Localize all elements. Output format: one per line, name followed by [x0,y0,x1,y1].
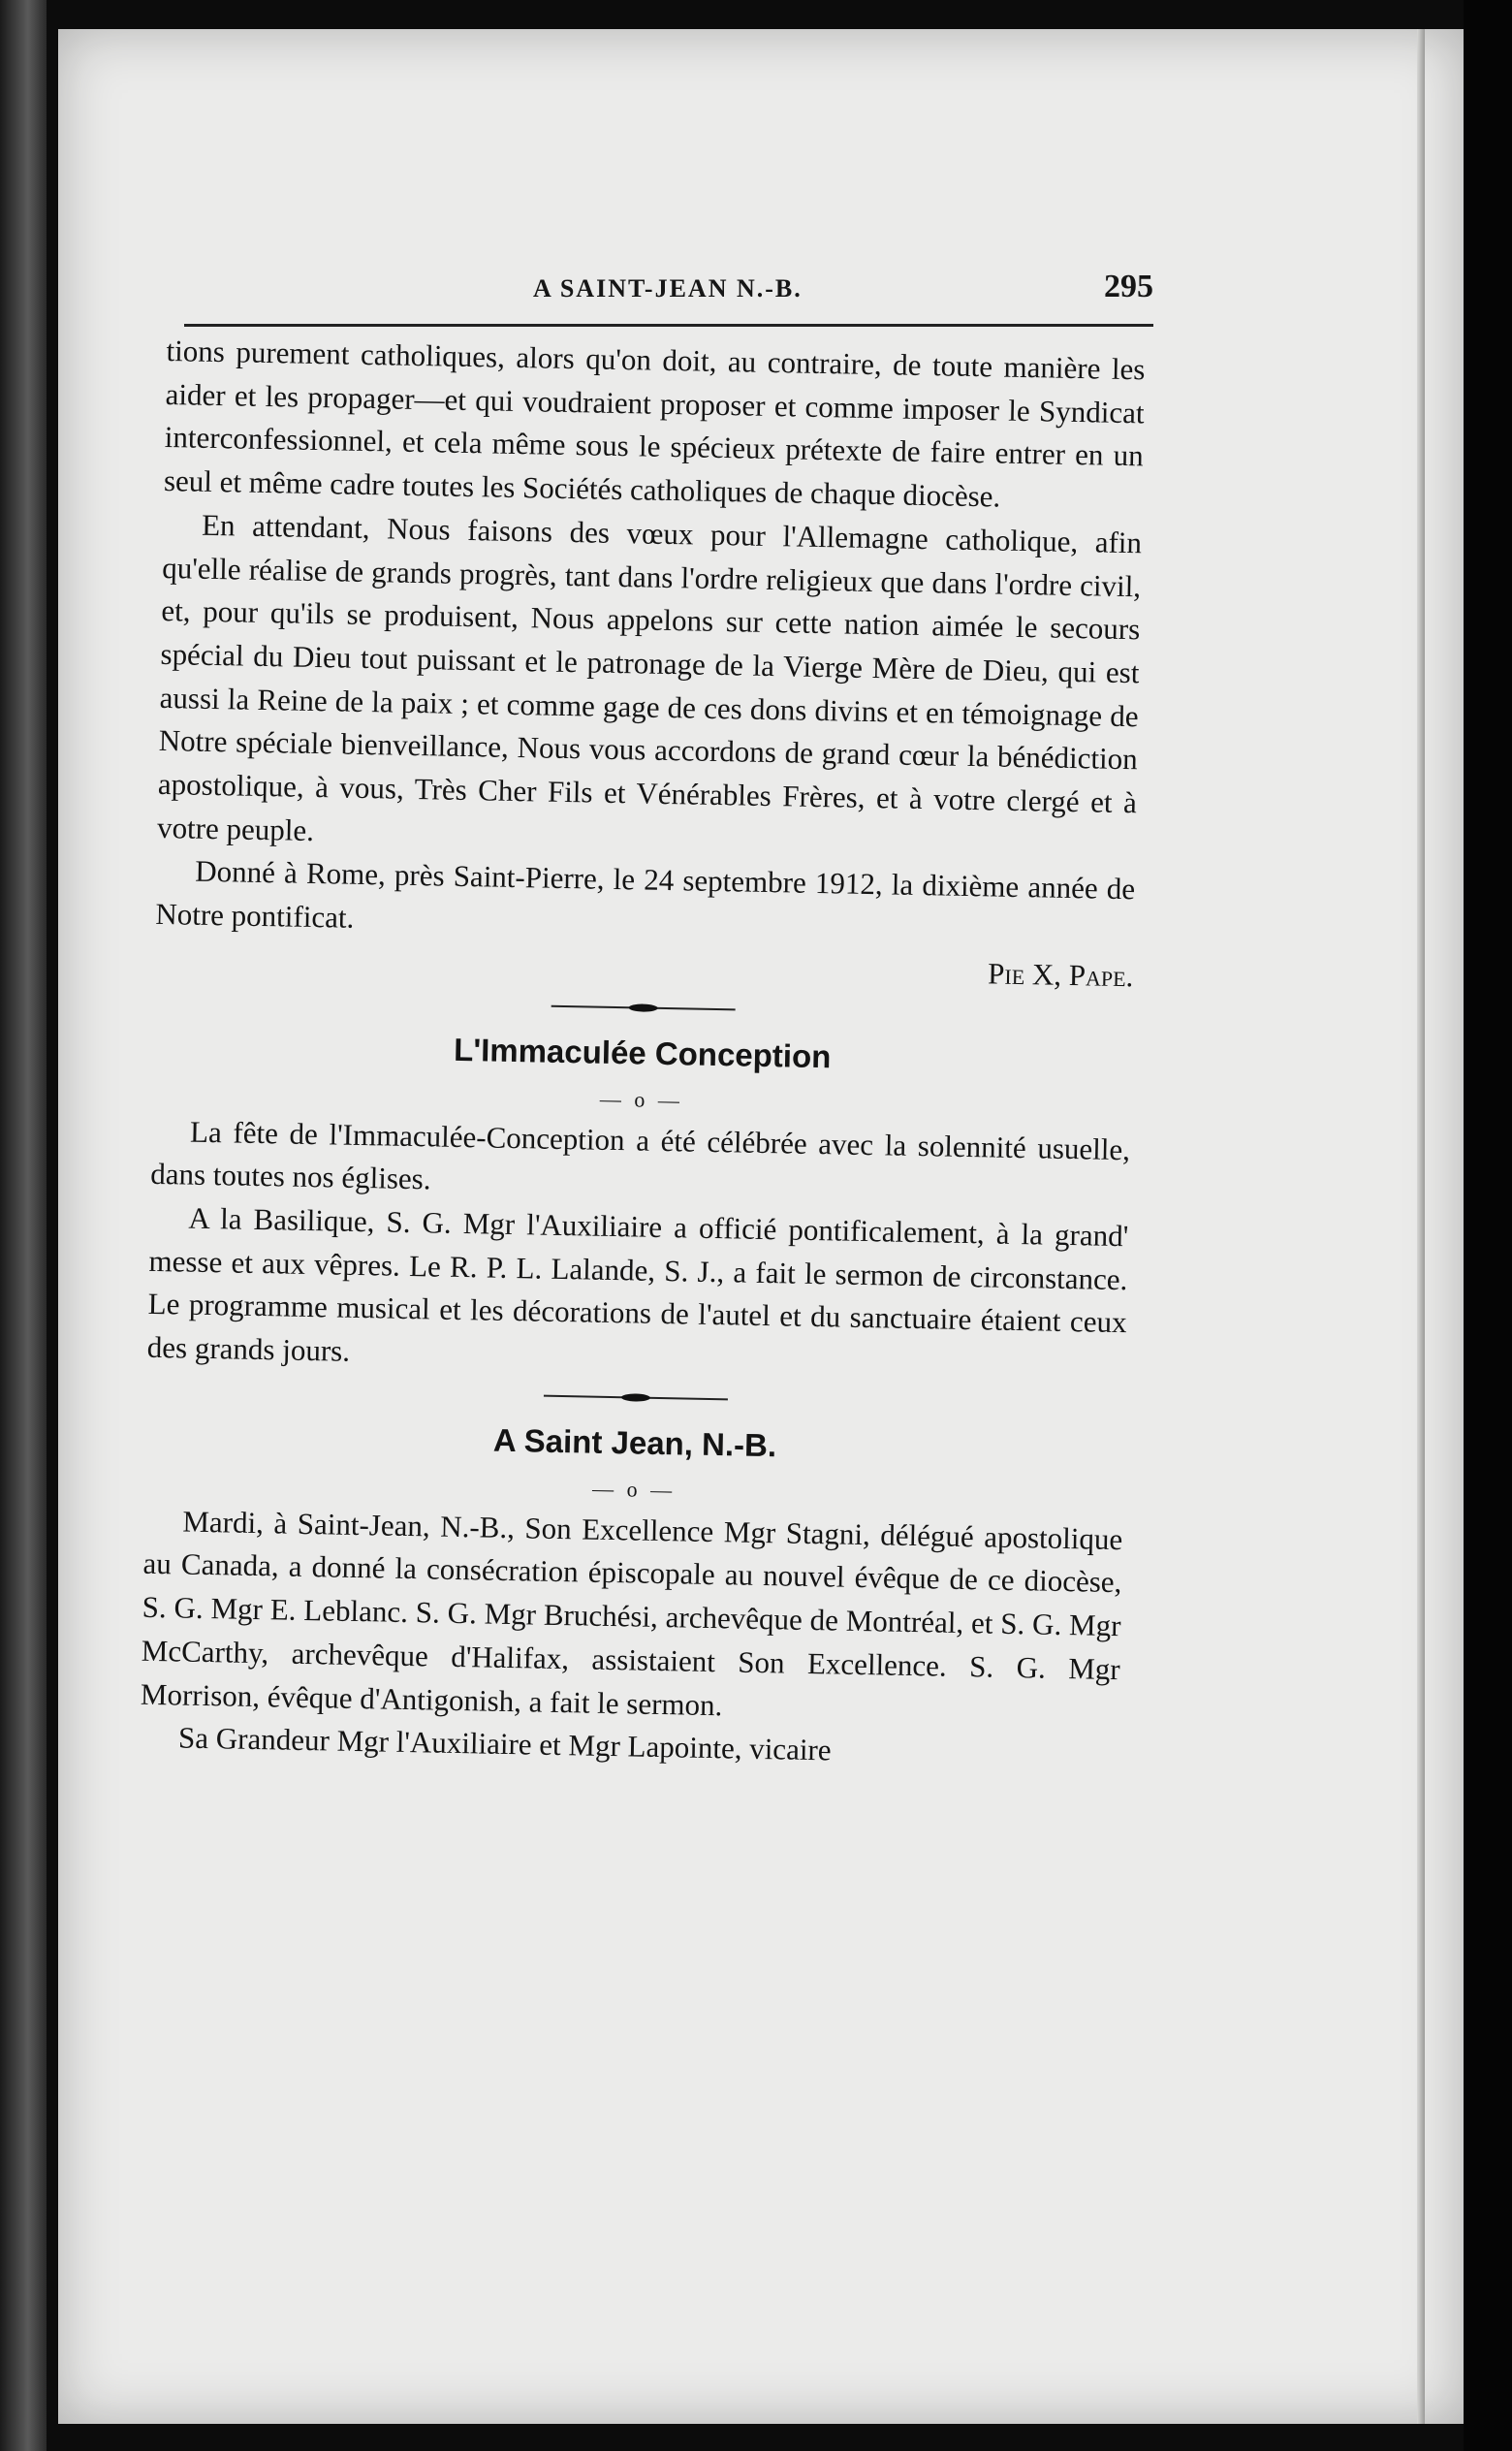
page-number: 295 [1104,269,1153,304]
section-separator: — o — [591,1476,677,1503]
paragraph-consecration: Mardi, à Saint-Jean, N.-B., Son Excellence Mgr Stagni, délégué apostolique au Canada, a donné la consécration épiscopale au nouvel évêque de ce diocèse, S. G. Mgr E. Leblanc. S. G. Mgr Bruchési, archevêque de Montréal, et S. G. Mgr McCarthy, archevêque d'Halifax, assistaient Son Excellence. S. G. Mgr Morrison, évêque d'Antigonish, a fait le sermon. [140,1504,1123,1722]
page-body [140,330,1146,1778]
running-head [184,269,1153,313]
section-title-saint-jean: A Saint Jean, N.-B. [492,1421,777,1464]
paragraph-basilique: A la Basilique, S. G. Mgr l'Auxiliaire a officié pontificalement, à la grand' messe et aux vêpres. Le R. P. L. Lalande, S. J., a fait le sermon de circonstance. Le programme musical et les décorations de l'autel et du sanctuaire étaient ceux des grands jours. [146,1200,1129,1368]
section-separator: — o — [599,1086,684,1112]
book-spine-edge [0,0,47,2451]
paragraph-auxiliaire: Sa Grandeur Mgr l'Auxiliaire et Mgr Lapointe, vicaire [177,1720,832,1767]
section-title-immaculee: L'Immaculée Conception [453,1031,832,1074]
signature: Pie X, Pape. [987,956,1134,994]
paragraph-fete: La fête de l'Immaculée-Conception a été célébrée avec la solennité usuelle, dans toutes nos églises. [149,1114,1131,1196]
running-head-title: A SAINT-JEAN N.-B. [533,274,803,302]
paragraph-dated: Donné à Rome, près Saint-Pierre, le 24 septembre 1912, la dixième année de Notre pontificat. [155,854,1136,935]
paragraph-continued: tions purement catholiques, alors qu'on doit, au contraire, de toute manière les aider et les propager—et qui voudraient proposer et comme imposer le Syndicat interconfessionnel, et cela même sous le spécieux prétexte de faire entrer en un seul et même cadre toutes les Sociétés catholiques de chaque diocèse. [163,333,1146,514]
ornament-line [544,1394,728,1400]
ornament-line [551,1004,736,1010]
paragraph-blessing: En attendant, Nous faisons des vœux pour l'Allemagne catholique, afin qu'elle réalise de grands progrès, tant dans l'ordre religieux que dans l'ordre civil, et, pour qu'ils se produisent, Nous appelons sur cette nation aimée le secours spécial du Dieu tout puissant et le patronage de la Vierge Mère de Dieu, qui est aussi la Reine de la paix ; et comme gage de ces dons divins et en témoignage de Notre spéciale bienveillance, Nous vous accordons de grand cœur la bénédiction apostolique, à vous, Très Cher Fils et Vénérables Frères, et à votre clergé et à votre peuple. [156,507,1143,847]
scan-background [1464,0,1512,2451]
page-edge-shadow [1417,29,1425,2424]
header-rule [184,324,1153,327]
